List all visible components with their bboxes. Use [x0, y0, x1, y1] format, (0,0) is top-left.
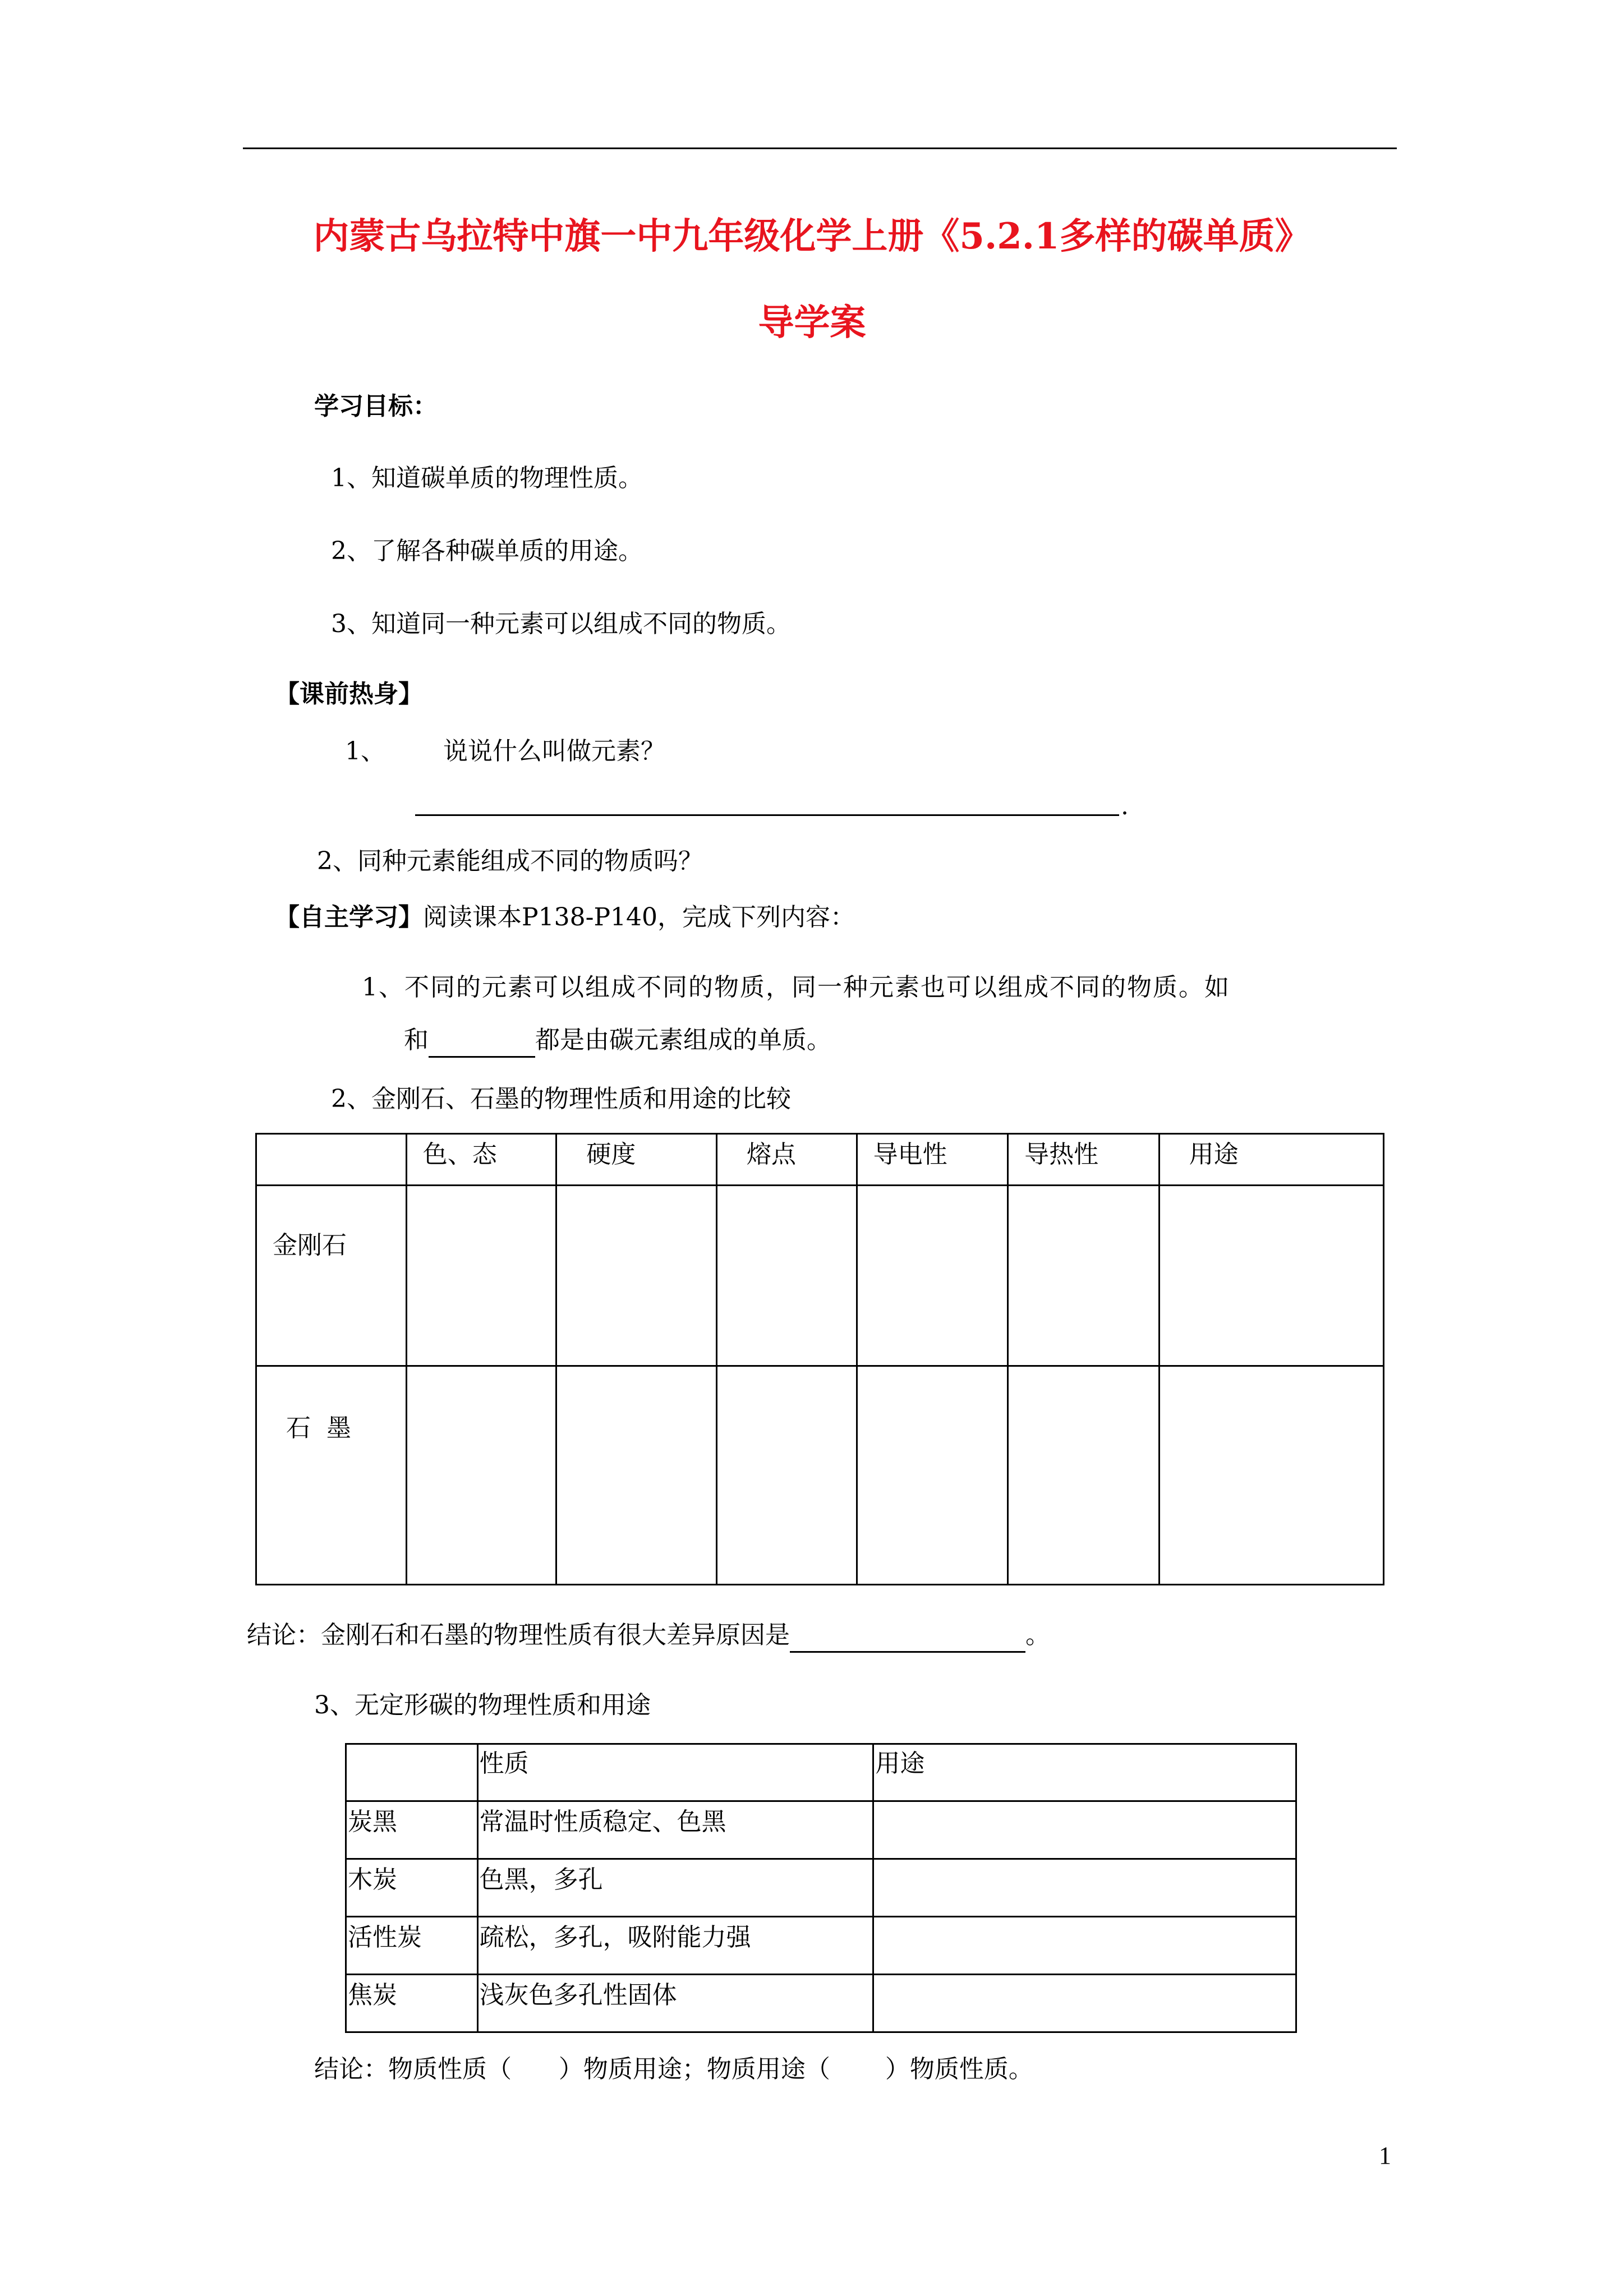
carbon-property: 疏松，多孔，吸附能力强 — [477, 1917, 873, 1975]
table-header-cell: 导电性 — [857, 1134, 1008, 1186]
item3-heading: 3、无定形碳的物理性质和用途 — [314, 1691, 651, 1719]
table-row — [256, 1186, 1384, 1366]
warmup-q1-text: 说说什么叫做元素？ — [443, 737, 665, 766]
table-header-cell: 导热性 — [1008, 1134, 1160, 1186]
carbon-property: 常温时性质稳定、色黑 — [477, 1801, 873, 1859]
objective-item: 1、知道碳单质的物理性质。 — [331, 464, 643, 492]
carbon-name: 炭黑 — [346, 1801, 478, 1859]
document-title-line1: 内蒙古乌拉特中旗一中九年级化学上册《5.2.1多样的碳单质》 — [313, 215, 1311, 257]
warmup-q1-number: 1、 — [345, 737, 385, 766]
table-cell — [406, 1366, 556, 1585]
self-study-line — [275, 902, 855, 933]
table-row — [346, 1917, 1296, 1975]
table-header-cell — [256, 1134, 407, 1186]
table-cell — [1008, 1186, 1160, 1366]
table-header-cell: 用途 — [873, 1744, 1296, 1801]
table-row — [346, 1801, 1296, 1859]
conclusion2: 结论：物质性质（ ）物质用途；物质用途（ ）物质性质。 — [314, 2055, 1033, 2083]
carbon-name: 活性炭 — [346, 1917, 478, 1975]
table-cell — [556, 1366, 717, 1585]
table-cell — [716, 1366, 857, 1585]
carbon-use — [873, 1859, 1296, 1917]
fill-blank — [790, 1620, 1025, 1653]
table-cell — [1159, 1366, 1383, 1585]
diamond-graphite-table — [255, 1133, 1384, 1585]
table-row — [346, 1975, 1296, 2032]
table-header-cell: 用途 — [1159, 1134, 1383, 1186]
table-row — [256, 1366, 1384, 1585]
table-row — [346, 1859, 1296, 1917]
carbon-name: 焦炭 — [346, 1975, 478, 2032]
table-header-cell: 性质 — [477, 1744, 873, 1801]
item1-line1: 1、不同的元素可以组成不同的物质，同一种元素也可以组成不同的物质。如 — [362, 973, 1230, 1002]
answer-blank-line — [415, 814, 1119, 816]
conclusion1-text: 结论：金刚石和石墨的物理性质有很大差异原因是 — [247, 1621, 790, 1649]
table-header-row — [256, 1134, 1384, 1186]
self-study-text: 阅读课本P138-P140，完成下列内容： — [423, 903, 855, 932]
row-label-graphite: 石 墨 — [256, 1366, 407, 1585]
page-number: 1 — [1379, 2142, 1391, 2169]
fill-blank — [429, 1025, 535, 1058]
answer-blank-end: . — [1121, 792, 1129, 820]
carbon-use — [873, 1975, 1296, 2032]
item2-heading: 2、金刚石、石墨的物理性质和用途的比较 — [331, 1085, 791, 1113]
warmup-q2: 2、同种元素能组成不同的物质吗？ — [317, 847, 703, 875]
carbon-property: 色黑，多孔 — [477, 1859, 873, 1917]
table-header-cell: 硬度 — [556, 1134, 717, 1186]
warmup-heading: 【课前热身】 — [275, 680, 423, 708]
table-header-cell — [346, 1744, 478, 1801]
item1-line2-suffix: 都是由碳元素组成的单质。 — [535, 1026, 831, 1054]
header-rule — [243, 147, 1397, 149]
table-cell — [857, 1186, 1008, 1366]
table-header-cell: 色、态 — [406, 1134, 556, 1186]
table-cell — [857, 1366, 1008, 1585]
table-cell — [1159, 1186, 1383, 1366]
objective-item: 2、了解各种碳单质的用途。 — [331, 537, 643, 565]
conclusion1 — [247, 1620, 1050, 1653]
table-cell — [716, 1186, 857, 1366]
conclusion1-end: 。 — [1025, 1621, 1050, 1649]
objectives-heading: 学习目标： — [314, 392, 438, 421]
self-study-heading: 【自主学习】 — [275, 903, 423, 932]
objective-item: 3、知道同一种元素可以组成不同的物质。 — [331, 610, 791, 638]
table-cell — [1008, 1366, 1160, 1585]
table-cell — [556, 1186, 717, 1366]
table-cell — [406, 1186, 556, 1366]
item1-line2-prefix: 和 — [404, 1026, 429, 1054]
carbon-use — [873, 1801, 1296, 1859]
carbon-use — [873, 1917, 1296, 1975]
table-header-row — [346, 1744, 1296, 1801]
item1-line2 — [404, 1025, 831, 1058]
carbon-name: 木炭 — [346, 1859, 478, 1917]
row-label-diamond: 金刚石 — [256, 1186, 407, 1366]
carbon-property: 浅灰色多孔性固体 — [477, 1975, 873, 2032]
table-header-cell: 熔点 — [716, 1134, 857, 1186]
amorphous-carbon-table — [345, 1743, 1297, 2033]
document-title-line2: 导学案 — [758, 302, 866, 344]
